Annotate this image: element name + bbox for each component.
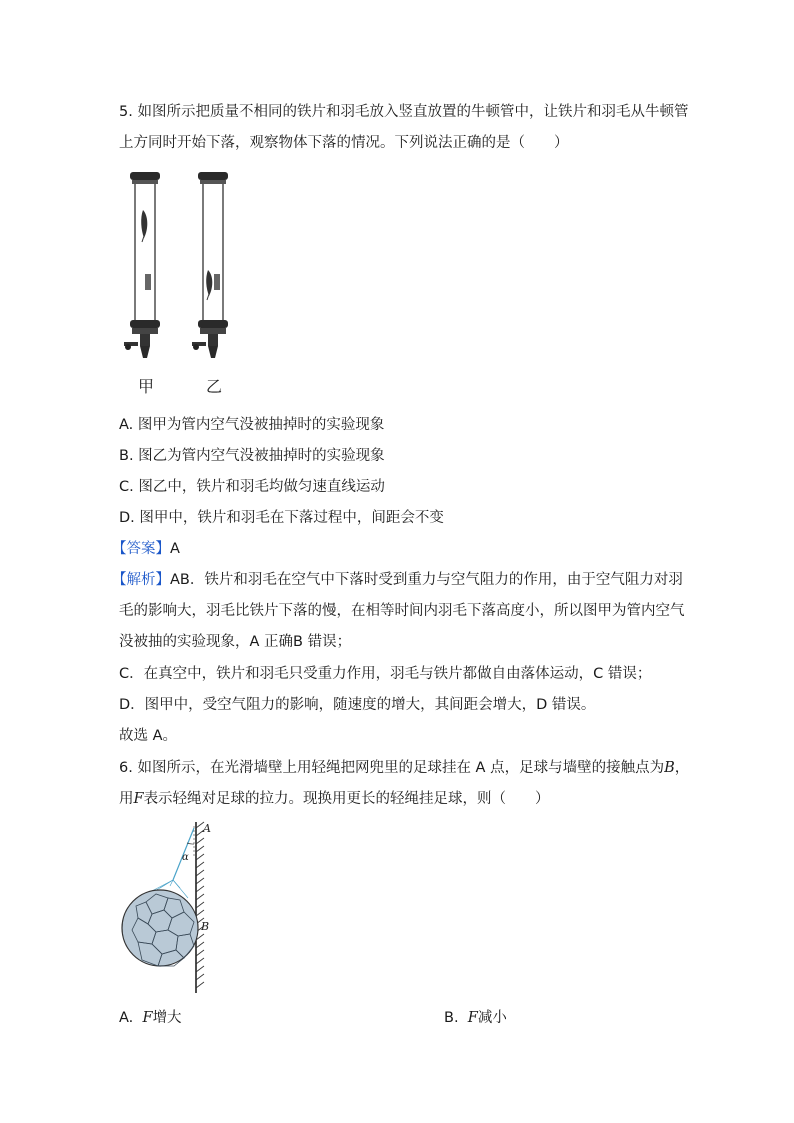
var-f: F <box>467 1010 478 1026</box>
answer-tag: 【答案】 <box>112 541 170 557</box>
iron-piece <box>214 274 220 290</box>
q5-analysis-line-5: D．图甲中，受空气阻力的影响，随速度的增大，其间距会增大，D 错误。 <box>119 697 596 713</box>
fig-label-jia: 甲 <box>138 377 155 396</box>
q5-stem-line-1: 5. 如图所示把质量不相同的铁片和羽毛放入竖直放置的牛顿管中，让铁片和羽毛从牛顿管 <box>119 104 689 120</box>
q5-option-c: C. 图乙中，铁片和羽毛均做匀速直线运动 <box>119 479 385 495</box>
feather-icon <box>206 270 212 296</box>
q6-option-a <box>119 1008 182 1028</box>
var-b: B <box>664 760 675 776</box>
fig-label-a: A <box>203 822 211 835</box>
tube-left <box>124 172 160 396</box>
q6-stem-text: 表示轻绳对足球的拉力。现换用更长的轻绳挂足球，则（ ） <box>143 791 550 807</box>
var-f: F <box>133 791 144 807</box>
q6-option-b-prefix: B. <box>444 1010 459 1026</box>
q5-analysis-line-4: C．在真空中，铁片和羽毛只受重力作用，羽毛与铁片都做自由落体运动，C 错误； <box>119 666 652 682</box>
q5-analysis-line-1 <box>112 570 683 590</box>
q5-option-b: B. 图乙为管内空气没被抽掉时的实验现象 <box>119 448 385 464</box>
q6-stem-punct: ， <box>674 760 690 776</box>
feather-icon <box>141 210 147 238</box>
q5-analysis-line-6: 故选 A。 <box>119 728 178 744</box>
q6-option-b <box>444 1008 507 1028</box>
analysis-tag: 【解析】 <box>112 572 170 588</box>
fig-label-yi: 乙 <box>206 377 223 396</box>
q6-option-b-text: 减小 <box>477 1010 507 1026</box>
q6-stem-line-1 <box>119 758 689 778</box>
q5-analysis-line-3: 没被抽的实验现象，A 正确B 错误； <box>119 634 352 650</box>
q5-option-d: D. 图甲中，铁片和羽毛在下落过程中，间距会不变 <box>119 510 444 526</box>
answer-value: A <box>170 541 180 557</box>
fig-label-b: B <box>201 920 210 933</box>
q5-stem-line-2: 上方同时开始下落，观察物体下落的情况。下列说法正确的是（ ） <box>119 135 569 151</box>
tube-right <box>192 172 228 396</box>
q6-stem-text: 6. 如图所示，在光滑墙壁上用轻绳把网兜里的足球挂在 A 点，足球与墙壁的接触点为 <box>119 760 665 776</box>
q5-analysis-line-2: 毛的影响大，羽毛比铁片下落的慢，在相等时间内羽毛下落高度小，所以图甲为管内空气 <box>119 603 685 619</box>
football-wall-figure <box>118 818 228 998</box>
q5-answer <box>112 539 180 559</box>
iron-piece <box>145 274 151 290</box>
q5-option-a: A. 图甲为管内空气没被抽掉时的实验现象 <box>119 417 385 433</box>
fig-label-alpha: α <box>182 852 189 863</box>
q6-stem-text: 用 <box>119 791 134 807</box>
q6-option-a-text: 增大 <box>152 1010 182 1026</box>
q6-stem-line-2 <box>119 789 550 809</box>
var-f: F <box>142 1010 153 1026</box>
newton-tube-figure <box>118 170 248 400</box>
q6-option-a-prefix: A. <box>119 1010 134 1026</box>
analysis-text: AB．铁片和羽毛在空气中下落时受到重力与空气阻力的作用，由于空气阻力对羽 <box>170 572 683 588</box>
